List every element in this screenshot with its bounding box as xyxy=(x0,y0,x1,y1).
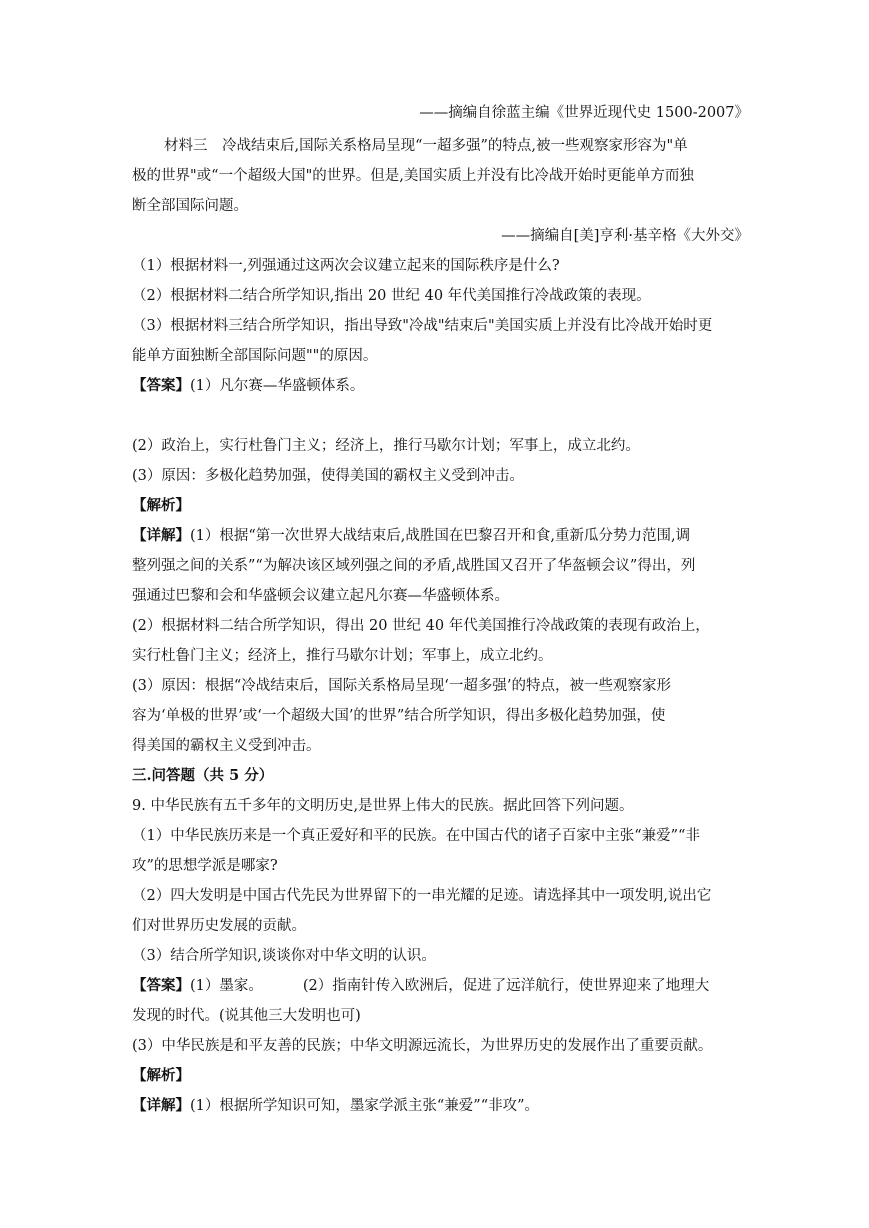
question-8-1: （1）根据材料一,列强通过这两次会议建立起来的国际秩序是什么? xyxy=(132,258,560,274)
detail-tag: 【详解】 xyxy=(132,1097,190,1114)
source-citation-3: ——摘编自[美]亨利·基辛格《大外交》 xyxy=(501,228,749,244)
answer-text: (1）墨家。 xyxy=(190,978,263,994)
answer-9-3: (3）中华民族是和平友善的民族；中华文明源远流长，为世界历史的发展作出了重要贡献。 xyxy=(132,1038,713,1054)
detail-8-1 xyxy=(132,526,690,546)
material-3-paragraph: 断全部国际问题。 xyxy=(132,198,248,214)
detail-8-3: (3）原因：根据“冷战结束后，国际关系格局呈现‘一超多强’的特点，被一些观察家形 xyxy=(132,678,672,694)
answer-text: (2）指南针传入欧洲后，促进了远洋航行，使世界迎来了地理大 xyxy=(302,978,710,994)
source-citation-2: ——摘编自徐蓝主编《世界近现代史 1500-2007》 xyxy=(419,105,749,121)
analysis-tag: 【解析】 xyxy=(132,497,190,514)
material-3-paragraph: 材料三 冷战结束后,国际关系格局呈现“一超多强”的特点,被一些观察家形容为"单 xyxy=(164,138,688,154)
section-heading: 三.问答题（共 5 分） xyxy=(132,767,274,784)
detail-tag: 【详解】 xyxy=(132,527,190,544)
question-9-2: 们对世界历史发展的贡献。 xyxy=(132,918,306,934)
question-8-3: 能单方面独断全部国际问题""的原因。 xyxy=(132,348,378,364)
question-9-stem: 9. 中华民族有五千多年的文明历史,是世界上伟大的民族。据此回答下列问题。 xyxy=(132,798,634,814)
question-9-1: 攻”的思想学派是哪家? xyxy=(132,858,278,874)
question-8-2: （2）根据材料二结合所学知识,指出 20 世纪 40 年代美国推行冷战政策的表现。 xyxy=(132,288,651,304)
detail-text: (1）根据所学知识可知，墨家学派主张“兼爱”“非攻”。 xyxy=(190,1098,540,1114)
detail-text: (1）根据“第一次世界大战结束后,战胜国在巴黎召开和食,重新瓜分势力范围,调 xyxy=(190,528,691,544)
question-8-3: （3）根据材料三结合所学知识，指出导致"冷战"结束后"美国实质上并没有比冷战开始时更 xyxy=(132,318,713,334)
answer-tag: 【答案】 xyxy=(132,977,190,994)
question-9-2: （2）四大发明是中国古代先民为世界留下的一串光耀的足迹。请选择其中一项发明,说出它 xyxy=(132,888,712,904)
answer-8-3: (3）原因：多极化趋势加强，使得美国的霸权主义受到冲击。 xyxy=(132,468,524,484)
analysis-tag: 【解析】 xyxy=(132,1067,190,1084)
answer-tag: 【答案】 xyxy=(132,377,190,394)
material-3-paragraph: 极的世界"或“一个超级大国"的世界。但是,美国实质上并没有比冷战开始时更能单方而独 xyxy=(132,168,694,184)
detail-8-1: 整列强之间的关系”“为解决该区域列强之间的矛盾,战胜国又召开了华盔顿会议”得出，列 xyxy=(132,558,696,574)
question-9-3: （3）结合所学知识,谈谈你对中华文明的认识。 xyxy=(132,948,436,964)
detail-8-1: 强通过巴黎和会和华盛顿会议建立起凡尔赛—华盛顿体系。 xyxy=(132,588,509,604)
detail-8-2: (2）根据材料二结合所学知识，得出 20 世纪 40 年代美国推行冷战政策的表现有政治上， xyxy=(132,618,710,634)
answer-9-1-2 xyxy=(132,976,709,996)
answer-8-2: (2）政治上，实行杜鲁门主义；经济上，推行马歇尔计划；军事上，成立北约。 xyxy=(132,438,640,454)
question-9-1: （1）中华民族历来是一个真正爱好和平的民族。在中国古代的诸子百家中主张“兼爱”“非 xyxy=(132,828,700,844)
answer-9-2: 发现的时代。(说其他三大发明也可) xyxy=(132,1008,361,1024)
detail-9-1 xyxy=(132,1096,539,1116)
answer-text: (1）凡尔赛—华盛顿体系。 xyxy=(190,378,365,394)
detail-8-2: 实行杜鲁门主义；经济上，推行马歇尔计划；军事上，成立北约。 xyxy=(132,648,553,664)
detail-8-3: 容为‘单极的世界’或‘一个超级大国’的世界”结合所学知识，得出多极化趋势加强，使 xyxy=(132,708,666,724)
answer-8-1 xyxy=(132,376,364,396)
detail-8-3: 得美国的霸权主义受到冲击。 xyxy=(132,738,321,754)
